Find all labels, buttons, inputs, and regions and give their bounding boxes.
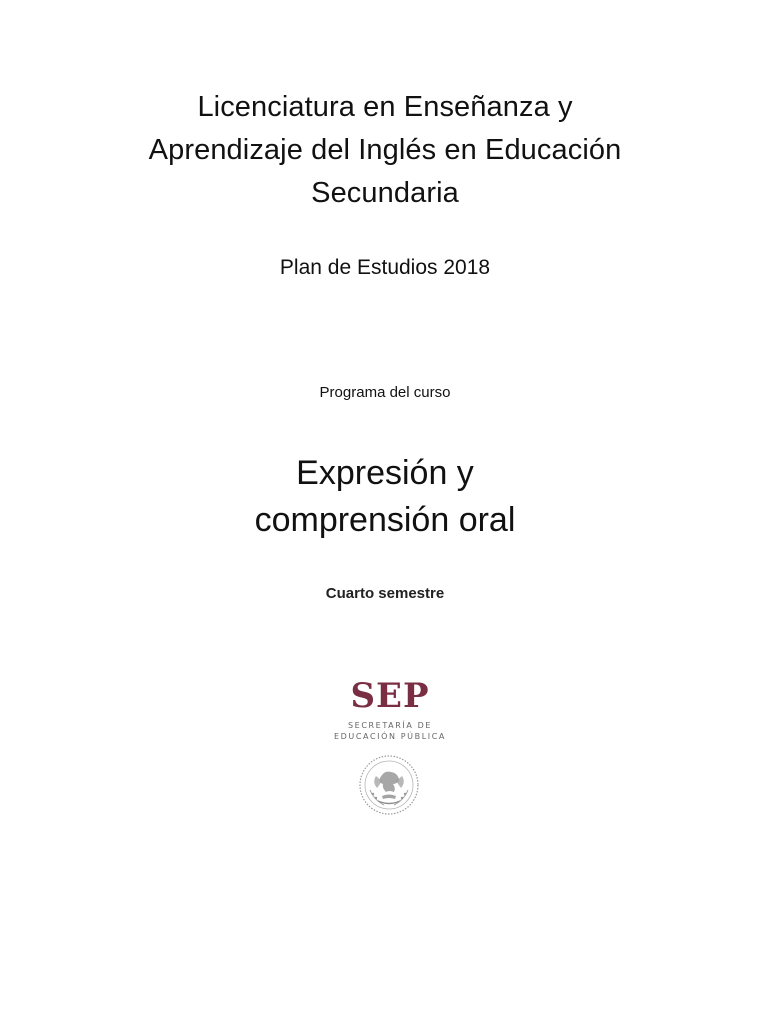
course-title [0,450,770,544]
degree-title-line: Licenciatura en Enseñanza y [197,91,573,123]
semester-label: Cuarto semestre [325,585,445,602]
study-plan-label: Plan de Estudios 2018 [279,256,491,279]
sep-logo-mark: SEP [350,676,430,716]
course-title-line: comprensión oral [254,501,516,539]
sep-logo [320,676,460,816]
course-title-line: Expresión y [296,454,474,492]
degree-title-line: Aprendizaje del Inglés en Educación [148,134,622,166]
degree-title-line: Secundaria [311,177,459,209]
sep-logo-subtitle: SECRETARÍA DE [347,721,433,730]
program-label: Programa del curso [319,384,451,401]
coat-of-arms-seal-icon [358,754,420,816]
sep-logo-subtitle: EDUCACIÓN PÚBLICA [333,732,446,741]
degree-title [85,86,685,215]
